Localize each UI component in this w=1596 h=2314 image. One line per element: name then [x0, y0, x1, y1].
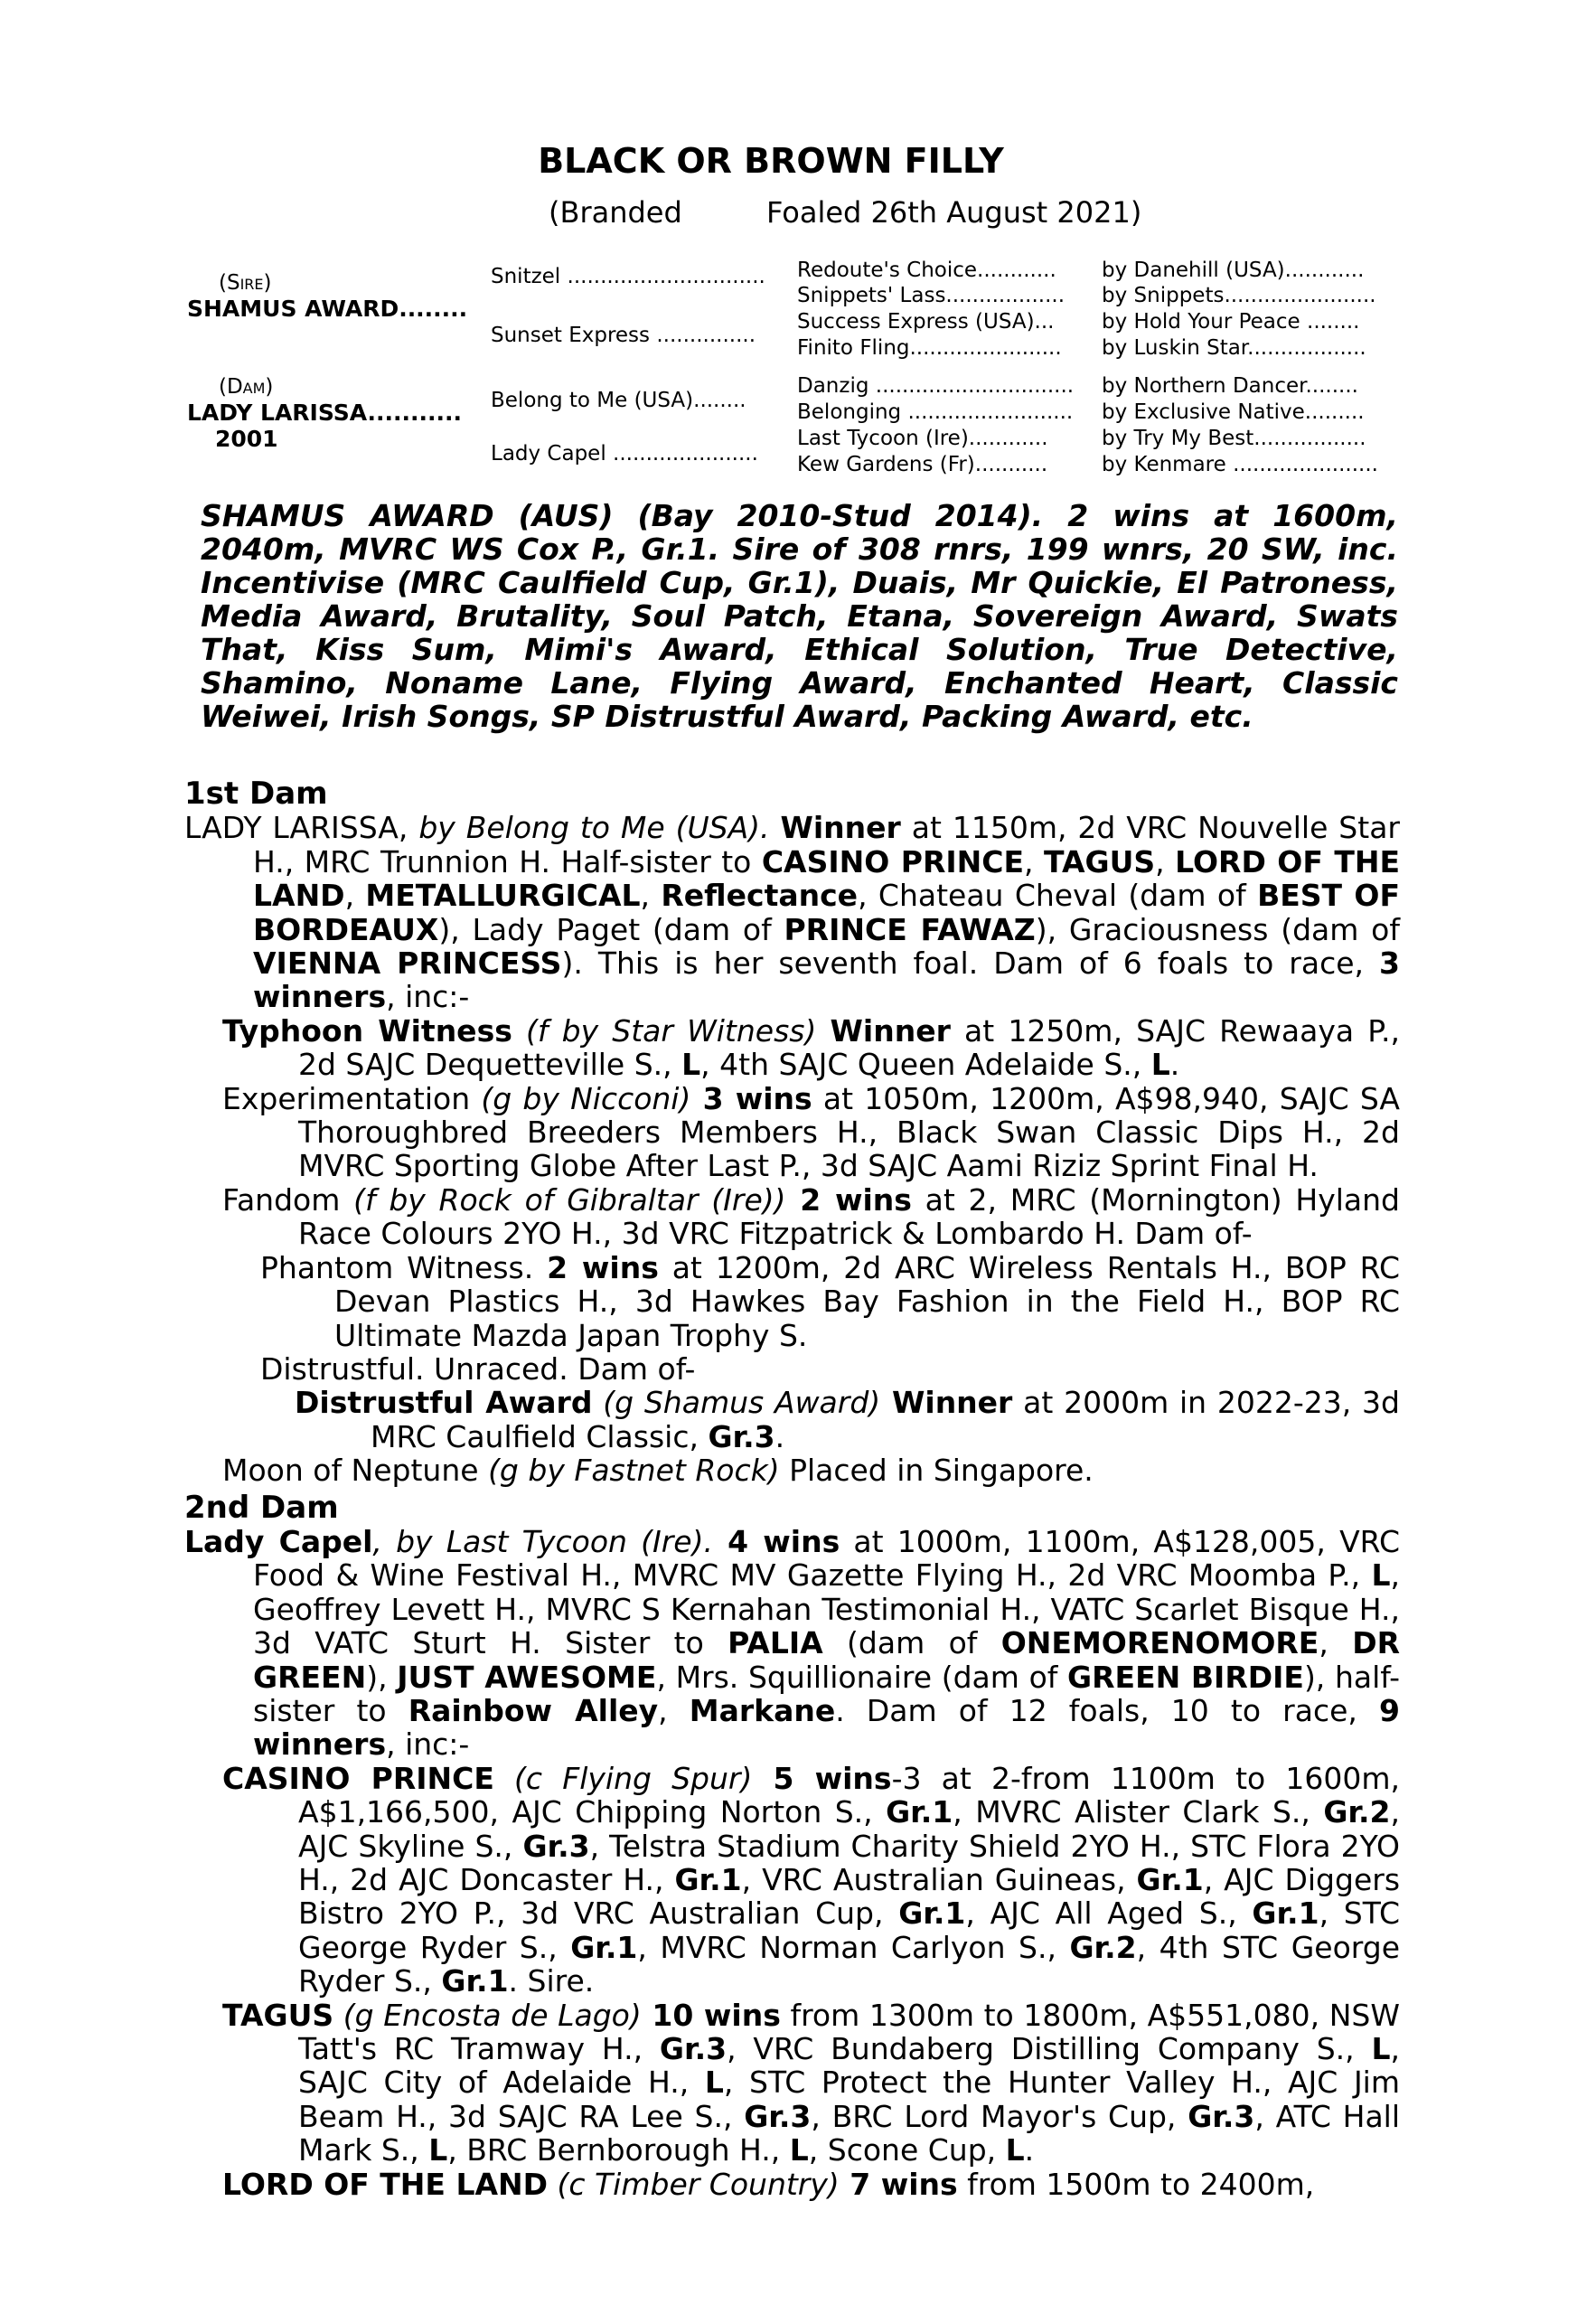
- gen2-item: Snitzel ..............................: [491, 265, 765, 288]
- gen4-item: by Northern Dancer........: [1102, 374, 1358, 398]
- text: , AJC Diggers Bistro 2YO P., 3d VRC Australian Cup,: [298, 1862, 1401, 1932]
- progeny-name: CASINO PRINCE: [222, 1760, 494, 1796]
- emphasis: PALIA: [728, 1625, 823, 1661]
- sire-name: SHAMUS AWARD........: [187, 296, 468, 322]
- emphasis: VIENNA PRINCESS: [253, 945, 562, 982]
- gen2-item: Lady Capel ......................: [491, 442, 758, 466]
- emphasis: Gr.2: [1323, 1794, 1391, 1830]
- text: Placed in Singapore.: [779, 1453, 1094, 1489]
- progeny-name: TAGUS: [222, 1997, 334, 2033]
- emphasis: Winner: [780, 810, 901, 846]
- emphasis: TAGUS: [1044, 843, 1156, 880]
- gen3-item: Belonging .........................: [797, 400, 1074, 424]
- text: at 2, MRC (Mornington) Hyland Race Colours 2YO H., 3d VRC Fitzpatrick & Lombardo H. Dam of-: [298, 1181, 1400, 1252]
- text: , AJC All Aged S.,: [965, 1895, 1253, 1932]
- progeny-entry: [184, 1014, 1400, 1082]
- text: ,: [344, 878, 366, 914]
- emphasis: L: [704, 2065, 724, 2101]
- text: .: [1024, 2132, 1035, 2168]
- text: ), Graciousness (dam of: [1035, 911, 1400, 947]
- foaled-date: Foaled 26th August 2021): [766, 195, 1142, 230]
- emphasis: ONEMORENOMORE: [1000, 1625, 1319, 1661]
- gen4-item: by Hold Your Peace ........: [1102, 310, 1360, 334]
- emphasis: L: [789, 2132, 809, 2168]
- emphasis: L: [1005, 2132, 1025, 2168]
- emphasis: 5 wins: [752, 1760, 892, 1796]
- second-dam-paragraph: [184, 1525, 1400, 1762]
- text: ,: [1155, 843, 1176, 880]
- progeny-entry: Distrustful. Unraced. Dam of-: [260, 1350, 696, 1387]
- emphasis: Gr.3: [744, 2098, 812, 2134]
- text: ), Lady Paget (dam of: [438, 911, 784, 947]
- text: , SAJC City of Adelaide H.,: [298, 2031, 1400, 2101]
- emphasis: DR GREEN: [253, 1625, 1400, 1695]
- lot-title-text: BLACK OR BROWN FILLY: [538, 141, 1004, 181]
- gen3-item: Kew Gardens (Fr)...........: [797, 453, 1048, 476]
- text: .: [775, 1418, 785, 1454]
- text: at 1200m, 2d ARC Wireless Rentals H., BOP RC Devan Plastics H., 3d Hawkes Bay Fashion in the Field H., BOP RC Ultimate Mazda Japan Trophy S.: [334, 1249, 1400, 1353]
- gen4-item: by Kenmare ......................: [1102, 453, 1378, 476]
- dam-name: LADY LARISSA...........: [187, 400, 463, 426]
- dam-tag: (Dam): [219, 375, 274, 399]
- text: ), half-sister to: [253, 1659, 1400, 1728]
- sire-summary: SHAMUS AWARD (AUS) (Bay 2010-Stud 2014). 2 wins at 1600m, 2040m, MVRC WS Cox P., Gr.1. Sire of 308 rnrs, 199 wnrs, 20 SW, inc. Incentivise (MRC Caulfield Cup, Gr.1), Duais, Mr Quickie, El Patroness, Media Award, Brutality, Soul Patch, Etana, Sovereign Award, Swats That, Kiss Sum, Mimi's Award, Ethical Solution, True Detective, Shamino, Noname Lane, Flying Award, Enchanted Heart, Classic Weiwei, Irish Songs, SP Distrustful Award, Packing Award, etc.: [201, 498, 1398, 734]
- text: , Mrs. Squillionaire (dam of: [656, 1659, 1068, 1695]
- emphasis: L: [1150, 1047, 1170, 1083]
- progeny-name: LORD OF THE LAND: [222, 2166, 549, 2202]
- text: . Sire.: [508, 1963, 595, 1999]
- gen3-item: Redoute's Choice............: [797, 259, 1056, 282]
- text: , VRC Bundaberg Distilling Company S.,: [727, 2031, 1372, 2067]
- text: , AJC Skyline S.,: [298, 1794, 1400, 1864]
- emphasis: Markane: [689, 1692, 836, 1728]
- progeny-name: Typhoon Witness: [222, 1012, 512, 1049]
- text: , 4th SAJC Queen Adelaide S.,: [700, 1047, 1151, 1083]
- progeny-name: Distrustful Award: [295, 1385, 593, 1421]
- text: , inc:-: [386, 1726, 470, 1763]
- progeny-sire: (c Timber Country): [548, 2166, 840, 2202]
- text: . Dam of 12 foals, 10 to race,: [835, 1692, 1380, 1728]
- progeny-name: Experimentation: [222, 1080, 482, 1116]
- progeny-entry: [184, 1183, 1400, 1251]
- emphasis: L: [428, 2132, 448, 2168]
- emphasis: Gr.1: [570, 1929, 638, 1965]
- text: ,: [1024, 843, 1045, 880]
- text: , 4th STC George Ryder S.,: [298, 1929, 1400, 1999]
- text: ),: [366, 1659, 398, 1695]
- emphasis: Gr.1: [1252, 1895, 1319, 1932]
- dam-year: 2001: [215, 426, 278, 452]
- text: , MVRC Alister Clark S.,: [953, 1794, 1324, 1830]
- emphasis: Gr.3: [708, 1418, 775, 1454]
- emphasis: JUST AWESOME: [397, 1659, 657, 1695]
- emphasis: L: [1371, 2031, 1391, 2067]
- gen3-item: Danzig ..............................: [797, 374, 1075, 398]
- gen4-item: by Luskin Star..................: [1102, 336, 1366, 360]
- second-dam-heading: 2nd Dam: [184, 1489, 339, 1526]
- emphasis: Winner: [830, 1012, 951, 1049]
- text: (dam of: [822, 1625, 1001, 1661]
- text: at 2000m in 2022-23, 3d MRC Caulfield Classic,: [371, 1385, 1401, 1454]
- progeny-name: Fandom: [222, 1181, 354, 1218]
- emphasis: 3 wins: [690, 1080, 812, 1116]
- gen3-item: Last Tycoon (Ire)............: [797, 427, 1048, 450]
- gen3-item: Success Express (USA)...: [797, 310, 1055, 334]
- progeny-entry: [184, 1082, 1400, 1183]
- dam-name: Lady Capel: [184, 1523, 373, 1559]
- gen3-item: Snippets' Lass..................: [797, 284, 1066, 307]
- dam-sire: , by Last Tycoon (Ire).: [372, 1523, 713, 1559]
- emphasis: Gr.3: [1188, 2098, 1255, 2134]
- text: ,: [640, 878, 662, 914]
- text: from 1500m to 2400m,: [957, 2166, 1315, 2202]
- progeny-sire: (g by Fastnet Rock): [488, 1453, 780, 1489]
- text: -3 at 2-from 1100m to 1600m, A$1,166,500, AJC Chipping Norton S.,: [298, 1760, 1401, 1830]
- dam-sire: by Belong to Me (USA).: [418, 810, 770, 846]
- text: at 1250m, SAJC Rewaaya P., 2d SAJC Dequetteville S.,: [298, 1012, 1400, 1083]
- emphasis: Gr.1: [1136, 1862, 1204, 1897]
- emphasis: Winner: [880, 1385, 1013, 1421]
- progeny-sire: (g by Nicconi): [481, 1080, 691, 1116]
- emphasis: GREEN BIRDIE: [1067, 1659, 1304, 1695]
- emphasis: Gr.1: [886, 1794, 953, 1830]
- text: at 1050m, 1200m, A$98,940, SAJC SA Thoroughbred Breeders Members H., Black Swan Classic Dips H., 2d MVRC Sporting Globe After Last P., 3d SAJC Aami Riziz Sprint Final H.: [298, 1080, 1400, 1184]
- sire-tag: (Sire): [219, 271, 272, 295]
- progeny-sire: (f by Rock of Gibraltar (Ire)): [353, 1181, 786, 1218]
- produce-record: [184, 777, 1400, 2201]
- gen4-item: by Snippets.......................: [1102, 284, 1376, 307]
- emphasis: 2 wins: [547, 1249, 659, 1285]
- gen4-item: by Exclusive Native.........: [1102, 400, 1365, 424]
- text: ,: [658, 1692, 690, 1728]
- emphasis: 9 winners: [253, 1692, 1400, 1763]
- progeny-entry: [184, 1386, 1400, 1453]
- first-dam-heading: 1st Dam: [184, 776, 328, 812]
- text: , BRC Bernborough H.,: [447, 2132, 790, 2168]
- emphasis: METALLURGICAL: [365, 878, 641, 914]
- progeny-sire: (f by Star Witness): [526, 1012, 817, 1049]
- first-dam-paragraph: [184, 811, 1400, 1013]
- emphasis: Rainbow Alley: [408, 1692, 659, 1728]
- emphasis: 3 winners: [253, 945, 1401, 1015]
- progeny-sire: (g Shamus Award): [592, 1385, 881, 1421]
- progeny-sire: (g Encosta de Lago): [333, 1997, 642, 2033]
- text: , BRC Lord Mayor's Cup,: [811, 2098, 1188, 2134]
- text: , Geoffrey Levett H., MVRC S Kernahan Testimonial H., VATC Scarlet Bisque H., 3d VATC Sturt H. Sister to: [253, 1557, 1400, 1661]
- text: ). This is her seventh foal. Dam of 6 foals to race,: [561, 945, 1380, 982]
- emphasis: Gr.3: [522, 1828, 590, 1864]
- dam-name: LADY LARISSA,: [184, 810, 408, 846]
- branded-label: (Branded: [549, 195, 682, 230]
- gen4-item: by Try My Best.................: [1102, 427, 1366, 450]
- gen2-item: Sunset Express ...............: [491, 324, 756, 347]
- emphasis: PRINCE FAWAZ: [784, 911, 1036, 947]
- emphasis: Reflectance: [661, 878, 859, 914]
- emphasis: 10 wins: [641, 1997, 781, 2033]
- text: , Telstra Stadium Charity Shield 2YO H., STC Flora 2YO H., 2d AJC Doncaster H.,: [298, 1828, 1400, 1897]
- text: , Scone Cup,: [808, 2132, 1006, 2168]
- emphasis: BEST OF BORDEAUX: [253, 878, 1400, 947]
- text: , STC Protect the Hunter Valley H., AJC Jim Beam H., 3d SAJC RA Lee S.,: [298, 2065, 1400, 2134]
- text: , STC George Ryder S.,: [298, 1895, 1400, 1965]
- progeny-name: Moon of Neptune: [222, 1453, 489, 1489]
- progeny-entry: [184, 1453, 1400, 1487]
- progeny-entry: [184, 1251, 1400, 1352]
- text: , VRC Australian Guineas,: [741, 1862, 1137, 1897]
- emphasis: Gr.1: [674, 1862, 742, 1897]
- text: at 1150m, 2d VRC Nouvelle Star H., MRC Trunnion H. Half-sister to: [253, 810, 1400, 880]
- emphasis: L: [681, 1047, 701, 1083]
- text: , ATC Hall Mark S.,: [298, 2098, 1401, 2168]
- emphasis: 2 wins: [785, 1181, 912, 1218]
- emphasis: Gr.2: [1069, 1929, 1137, 1965]
- text: at 1000m, 1100m, A$128,005, VRC Food & Wine Festival H., MVRC MV Gazette Flying H., 2d VRC Moomba P.,: [253, 1523, 1400, 1594]
- gen2-item: Belong to Me (USA)........: [491, 389, 746, 412]
- progeny-name: Phantom Witness.: [260, 1249, 548, 1285]
- emphasis: CASINO PRINCE: [761, 843, 1025, 880]
- lot-title: [0, 141, 1596, 181]
- emphasis: LORD OF THE LAND: [253, 843, 1401, 914]
- progeny-sire: (c Flying Spur): [493, 1760, 753, 1796]
- text: .: [1169, 1047, 1180, 1083]
- emphasis: L: [1371, 1557, 1391, 1594]
- emphasis: Gr.1: [441, 1963, 509, 1999]
- progeny-entry: [184, 1762, 1400, 1999]
- gen3-item: Finito Fling.......................: [797, 336, 1062, 360]
- progeny-entry: [184, 2168, 1400, 2201]
- emphasis: 4 wins: [712, 1523, 840, 1559]
- progeny-entry: [184, 1999, 1400, 2168]
- gen4-item: by Danehill (USA)............: [1102, 259, 1365, 282]
- emphasis: 7 wins: [839, 2166, 958, 2202]
- text: , inc:-: [386, 979, 470, 1015]
- text: from 1300m to 1800m, A$551,080, NSW Tatt's RC Tramway H.,: [298, 1997, 1400, 2067]
- text: , Chateau Cheval (dam of: [858, 878, 1258, 914]
- text: ,: [1319, 1625, 1353, 1661]
- emphasis: Gr.3: [659, 2031, 728, 2067]
- text: , MVRC Norman Carlyon S.,: [637, 1929, 1070, 1965]
- emphasis: Gr.1: [898, 1895, 966, 1932]
